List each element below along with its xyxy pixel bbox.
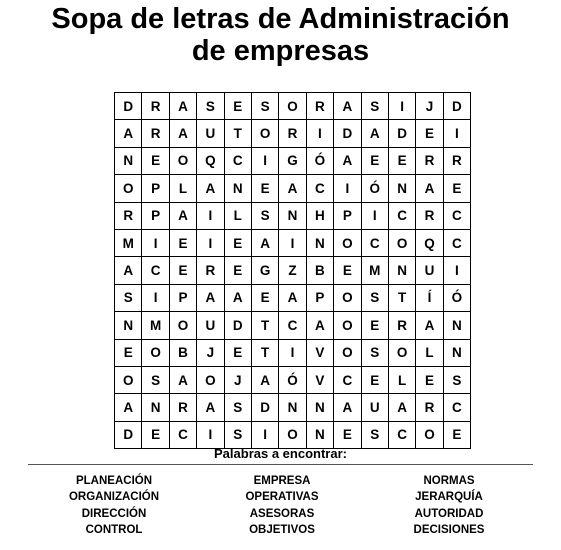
- grid-cell: R: [142, 120, 169, 147]
- grid-cell: N: [142, 394, 169, 421]
- grid-cell: M: [361, 257, 388, 284]
- grid-cell: I: [279, 339, 306, 366]
- grid-cell: D: [251, 394, 278, 421]
- grid-cell: I: [142, 284, 169, 311]
- grid-cell: B: [306, 257, 333, 284]
- grid-cell: I: [251, 147, 278, 174]
- grid-cell: A: [197, 284, 224, 311]
- grid-cell: P: [169, 284, 196, 311]
- grid-cell: E: [224, 93, 251, 120]
- grid-cell: C: [169, 421, 196, 448]
- grid-cell: E: [169, 257, 196, 284]
- grid-cell: C: [306, 175, 333, 202]
- grid-cell: B: [169, 339, 196, 366]
- grid-cell: A: [115, 257, 142, 284]
- grid-cell: R: [416, 394, 443, 421]
- grid-cell: E: [334, 421, 361, 448]
- grid-cell: I: [279, 229, 306, 256]
- grid-cell: N: [279, 202, 306, 229]
- grid-cell: D: [224, 312, 251, 339]
- grid-cell: E: [443, 175, 470, 202]
- grid-cell: A: [251, 366, 278, 393]
- grid-cell: A: [115, 394, 142, 421]
- grid-cell: A: [334, 93, 361, 120]
- grid-cell: N: [306, 229, 333, 256]
- grid-cell: S: [251, 202, 278, 229]
- grid-cell: N: [224, 175, 251, 202]
- grid-cell: G: [251, 257, 278, 284]
- grid-cell: A: [224, 284, 251, 311]
- grid-cell: C: [142, 257, 169, 284]
- grid-cell: V: [306, 339, 333, 366]
- grid-cell: S: [224, 421, 251, 448]
- grid-cell: O: [197, 366, 224, 393]
- title-line-2: de empresas: [191, 35, 370, 67]
- grid-row: [115, 202, 471, 229]
- grid-cell: D: [388, 120, 415, 147]
- grid-cell: R: [416, 202, 443, 229]
- grid-row: [115, 366, 471, 393]
- grid-cell: N: [388, 175, 415, 202]
- grid-cell: E: [224, 339, 251, 366]
- grid-cell: A: [169, 366, 196, 393]
- grid-cell: E: [251, 284, 278, 311]
- grid-cell: E: [334, 257, 361, 284]
- grid-cell: O: [142, 339, 169, 366]
- word-item: ASESORAS: [249, 507, 315, 520]
- grid-row: [115, 284, 471, 311]
- grid-cell: E: [361, 312, 388, 339]
- grid-cell: A: [169, 93, 196, 120]
- grid-cell: A: [306, 312, 333, 339]
- grid-cell: I: [306, 120, 333, 147]
- grid-cell: S: [224, 394, 251, 421]
- grid-cell: D: [334, 120, 361, 147]
- grid-cell: J: [416, 93, 443, 120]
- grid-cell: C: [279, 312, 306, 339]
- word-item: AUTORIDAD: [414, 507, 484, 520]
- grid-cell: H: [306, 202, 333, 229]
- divider-line: [28, 464, 533, 465]
- grid-cell: I: [443, 257, 470, 284]
- grid-cell: I: [142, 229, 169, 256]
- word-item: EMPRESA: [253, 475, 311, 487]
- grid-cell: Z: [279, 257, 306, 284]
- grid-cell: O: [251, 120, 278, 147]
- grid-cell: A: [115, 120, 142, 147]
- grid-cell: O: [388, 229, 415, 256]
- grid-cell: I: [197, 421, 224, 448]
- word-list-column-1: [24, 473, 204, 538]
- grid-cell: O: [334, 229, 361, 256]
- grid-cell: E: [142, 421, 169, 448]
- word-item: DECISIONES: [413, 523, 485, 536]
- grid-cell: E: [142, 147, 169, 174]
- grid-cell: O: [115, 175, 142, 202]
- grid-cell: O: [388, 339, 415, 366]
- grid-cell: C: [443, 229, 470, 256]
- grid-row: [115, 339, 471, 366]
- grid-row: [115, 120, 471, 147]
- grid-cell: R: [279, 120, 306, 147]
- grid-cell: R: [115, 202, 142, 229]
- grid-cell: J: [197, 339, 224, 366]
- grid-cell: A: [388, 394, 415, 421]
- grid-cell: Ó: [279, 366, 306, 393]
- grid-cell: S: [361, 284, 388, 311]
- grid-cell: E: [169, 229, 196, 256]
- grid-cell: U: [361, 394, 388, 421]
- grid-cell: R: [169, 394, 196, 421]
- grid-cell: U: [416, 257, 443, 284]
- grid-cell: O: [169, 147, 196, 174]
- grid-cell: O: [279, 421, 306, 448]
- grid-cell: P: [142, 175, 169, 202]
- word-list-column-3: [359, 473, 539, 538]
- grid-cell: A: [279, 175, 306, 202]
- grid-cell: M: [142, 312, 169, 339]
- grid-cell: N: [279, 394, 306, 421]
- grid-cell: R: [416, 147, 443, 174]
- word-search-grid: [114, 92, 471, 449]
- grid-cell: N: [306, 394, 333, 421]
- grid-cell: S: [361, 93, 388, 120]
- grid-row: [115, 147, 471, 174]
- grid-cell: C: [388, 202, 415, 229]
- grid-cell: T: [388, 284, 415, 311]
- grid-cell: O: [334, 312, 361, 339]
- grid-cell: V: [306, 366, 333, 393]
- grid-cell: M: [115, 229, 142, 256]
- grid-cell: O: [416, 421, 443, 448]
- grid-cell: C: [443, 202, 470, 229]
- words-heading: Palabras a encontrar:: [214, 446, 347, 461]
- grid-row: [115, 257, 471, 284]
- grid-cell: Í: [416, 284, 443, 311]
- word-item: OPERATIVAS: [245, 491, 319, 504]
- grid-cell: U: [197, 312, 224, 339]
- grid-cell: C: [224, 147, 251, 174]
- word-item: JERARQUÍA: [415, 491, 483, 504]
- grid-cell: I: [334, 175, 361, 202]
- grid-cell: S: [361, 339, 388, 366]
- title-line-1: Sopa de letras de Administración: [51, 3, 510, 35]
- grid-cell: P: [142, 202, 169, 229]
- grid-cell: O: [334, 284, 361, 311]
- grid-cell: E: [361, 147, 388, 174]
- grid-cell: R: [197, 257, 224, 284]
- word-item: OBJETIVOS: [249, 523, 315, 536]
- word-item: ORGANIZACIÓN: [68, 491, 160, 504]
- grid-cell: Q: [197, 147, 224, 174]
- grid-cell: A: [169, 202, 196, 229]
- grid-cell: Ó: [443, 284, 470, 311]
- grid-cell: N: [115, 147, 142, 174]
- grid-cell: R: [443, 147, 470, 174]
- grid-cell: P: [306, 284, 333, 311]
- grid-cell: A: [251, 229, 278, 256]
- grid-cell: U: [197, 120, 224, 147]
- grid-cell: N: [115, 312, 142, 339]
- grid-cell: N: [388, 257, 415, 284]
- word-item: CONTROL: [85, 523, 143, 536]
- grid-cell: E: [361, 366, 388, 393]
- grid-cell: I: [251, 421, 278, 448]
- grid-cell: J: [224, 366, 251, 393]
- grid-cell: R: [388, 312, 415, 339]
- grid-cell: N: [443, 312, 470, 339]
- grid-cell: S: [443, 366, 470, 393]
- grid-row: [115, 394, 471, 421]
- grid-cell: E: [388, 147, 415, 174]
- grid-cell: C: [388, 421, 415, 448]
- grid-cell: S: [251, 93, 278, 120]
- grid-cell: Ó: [306, 147, 333, 174]
- grid-row: [115, 312, 471, 339]
- word-list-column-2: [192, 473, 372, 538]
- grid-cell: R: [306, 93, 333, 120]
- grid-cell: N: [443, 339, 470, 366]
- grid-cell: E: [115, 339, 142, 366]
- word-item: DIRECCIÓN: [81, 507, 147, 520]
- grid-cell: C: [443, 394, 470, 421]
- word-item: NORMAS: [423, 475, 475, 487]
- grid-cell: C: [334, 366, 361, 393]
- grid-row: [115, 229, 471, 256]
- grid-cell: T: [251, 312, 278, 339]
- grid-cell: E: [224, 229, 251, 256]
- grid-cell: A: [416, 175, 443, 202]
- grid-cell: S: [142, 366, 169, 393]
- grid-cell: O: [334, 339, 361, 366]
- grid-cell: E: [416, 366, 443, 393]
- grid-cell: A: [279, 284, 306, 311]
- grid-cell: L: [388, 366, 415, 393]
- grid-cell: A: [197, 394, 224, 421]
- grid-cell: A: [334, 394, 361, 421]
- grid-cell: L: [416, 339, 443, 366]
- grid-cell: S: [197, 93, 224, 120]
- grid-row: [115, 175, 471, 202]
- grid-cell: A: [361, 120, 388, 147]
- grid-cell: L: [169, 175, 196, 202]
- grid-cell: E: [416, 120, 443, 147]
- grid-cell: E: [251, 175, 278, 202]
- grid-cell: I: [197, 229, 224, 256]
- word-item: PLANEACIÓN: [75, 475, 153, 487]
- grid-cell: Q: [416, 229, 443, 256]
- grid-cell: R: [142, 93, 169, 120]
- grid-cell: O: [169, 312, 196, 339]
- grid-cell: S: [115, 284, 142, 311]
- grid-cell: L: [224, 202, 251, 229]
- grid-cell: S: [361, 421, 388, 448]
- grid-cell: D: [115, 93, 142, 120]
- grid-cell: D: [115, 421, 142, 448]
- grid-cell: A: [334, 147, 361, 174]
- grid-cell: T: [224, 120, 251, 147]
- grid-cell: Ó: [361, 175, 388, 202]
- grid-cell: A: [416, 312, 443, 339]
- grid-cell: O: [115, 366, 142, 393]
- grid-cell: I: [443, 120, 470, 147]
- grid-cell: I: [197, 202, 224, 229]
- grid-cell: I: [361, 202, 388, 229]
- grid-row: [115, 421, 471, 448]
- grid-cell: I: [388, 93, 415, 120]
- grid-cell: D: [443, 93, 470, 120]
- grid-cell: A: [169, 120, 196, 147]
- grid-cell: E: [443, 421, 470, 448]
- grid-cell: P: [334, 202, 361, 229]
- grid-cell: T: [251, 339, 278, 366]
- grid-cell: N: [306, 421, 333, 448]
- grid-cell: C: [361, 229, 388, 256]
- grid-cell: E: [224, 257, 251, 284]
- grid-cell: G: [279, 147, 306, 174]
- grid-cell: O: [279, 93, 306, 120]
- page-title: [0, 3, 561, 67]
- grid-cell: A: [197, 175, 224, 202]
- grid-row: [115, 93, 471, 120]
